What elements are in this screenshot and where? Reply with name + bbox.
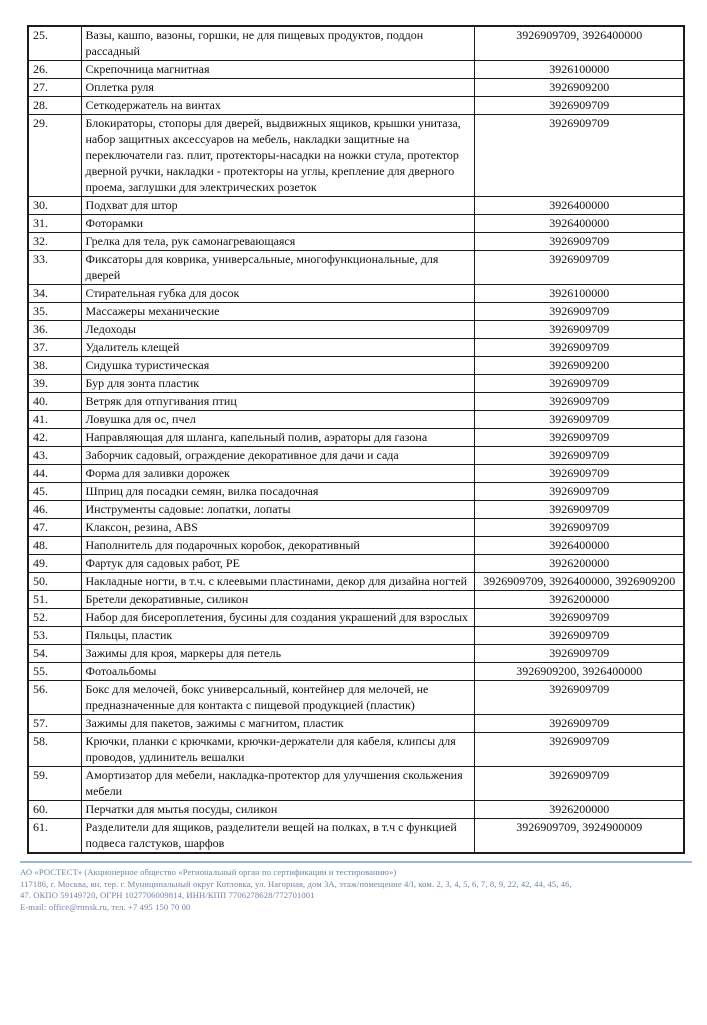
product-description-cell: Фоторамки	[81, 215, 474, 233]
product-description-cell: Перчатки для мытья посуды, силикон	[81, 801, 474, 819]
product-description-cell: Клаксон, резина, ABS	[81, 519, 474, 537]
tnved-codes-cell: 3926909709	[474, 447, 684, 465]
product-description-cell: Набор для бисероплетения, бусины для создания украшений для взрослых	[81, 609, 474, 627]
tnved-codes-cell: 3926200000	[474, 555, 684, 573]
row-number-cell: 28.	[28, 97, 81, 115]
row-number-cell: 33.	[28, 251, 81, 285]
product-description-cell: Зажимы для пакетов, зажимы с магнитом, пластик	[81, 715, 474, 733]
product-description-cell: Наполнитель для подарочных коробок, декоративный	[81, 537, 474, 555]
row-number-cell: 38.	[28, 357, 81, 375]
product-description-cell: Блокираторы, стопоры для дверей, выдвижных ящиков, крышки унитаза, набор защитных аксессуаров на мебель, накладки защитные на переключатели газ. плит, протекторы-насадки на ножки стула, протектор дверной ручки, накладки - протекторы на углы, крепление для дверного проема, заглушки для электрических розеток	[81, 115, 474, 197]
row-number-cell: 30.	[28, 197, 81, 215]
table-row	[28, 26, 684, 61]
table-row	[28, 233, 684, 251]
tnved-codes-cell: 3926909709	[474, 411, 684, 429]
product-description-cell: Подхват для штор	[81, 197, 474, 215]
table-row	[28, 411, 684, 429]
tnved-codes-cell: 3926909200, 3926400000	[474, 663, 684, 681]
tnved-codes-cell: 3926909709	[474, 501, 684, 519]
row-number-cell: 26.	[28, 61, 81, 79]
table-row	[28, 115, 684, 197]
table-row	[28, 501, 684, 519]
row-number-cell: 25.	[28, 26, 81, 61]
product-description-cell: Массажеры механические	[81, 303, 474, 321]
org-address-line: 117186, г. Москва, вн. тер. г. Муниципальный округ Котловка, ул. Нагорная, дом 3А, этаж/помещение 4/I, ком. 2, 3, 4, 5, 6, 7, 8, 9, 22, 42, 44, 45, 46,	[20, 878, 572, 889]
tnved-codes-cell: 3926909709	[474, 645, 684, 663]
tnved-codes-cell: 3926909709	[474, 715, 684, 733]
row-number-cell: 32.	[28, 233, 81, 251]
product-description-cell: Инструменты садовые: лопатки, лопаты	[81, 501, 474, 519]
table-row	[28, 79, 684, 97]
row-number-cell: 39.	[28, 375, 81, 393]
table-row	[28, 663, 684, 681]
product-description-cell: Ледоходы	[81, 321, 474, 339]
row-number-cell: 45.	[28, 483, 81, 501]
product-description-cell: Вазы, кашпо, вазоны, горшки, не для пищевых продуктов, поддон рассадный	[81, 26, 474, 61]
row-number-cell: 47.	[28, 519, 81, 537]
table-row	[28, 303, 684, 321]
tnved-codes-cell: 3926909709	[474, 519, 684, 537]
tnved-codes-cell: 3926200000	[474, 591, 684, 609]
product-description-cell: Ловушка для ос, пчел	[81, 411, 474, 429]
tnved-codes-cell: 3926909709	[474, 465, 684, 483]
row-number-cell: 27.	[28, 79, 81, 97]
table-row	[28, 715, 684, 733]
tnved-codes-cell: 3926909709	[474, 251, 684, 285]
row-number-cell: 41.	[28, 411, 81, 429]
product-description-cell: Зажимы для кроя, маркеры для петель	[81, 645, 474, 663]
table-row	[28, 339, 684, 357]
row-number-cell: 35.	[28, 303, 81, 321]
table-body	[28, 26, 684, 853]
tnved-codes-cell: 3926909709	[474, 429, 684, 447]
tnved-codes-cell: 3926909709	[474, 627, 684, 645]
product-description-cell: Удалитель клещей	[81, 339, 474, 357]
product-description-cell: Форма для заливки дорожек	[81, 465, 474, 483]
tnved-codes-cell: 3926909709, 3924900009	[474, 819, 684, 854]
tnved-codes-cell: 3926200000	[474, 801, 684, 819]
table-row	[28, 215, 684, 233]
tnved-codes-cell: 3926909709	[474, 681, 684, 715]
tnved-codes-cell: 3926909709	[474, 609, 684, 627]
footer-divider	[20, 861, 692, 863]
product-description-cell: Шприц для посадки семян, вилка посадочная	[81, 483, 474, 501]
product-codes-table	[27, 25, 685, 854]
tnved-codes-cell: 3926909709	[474, 483, 684, 501]
row-number-cell: 53.	[28, 627, 81, 645]
row-number-cell: 60.	[28, 801, 81, 819]
table-row	[28, 447, 684, 465]
product-description-cell: Бур для зонта пластик	[81, 375, 474, 393]
table-row	[28, 627, 684, 645]
tnved-codes-cell: 3926909200	[474, 357, 684, 375]
product-description-cell: Разделители для ящиков, разделители вещей на полках, в т.ч с функцией подвеса галстуков, шарфов	[81, 819, 474, 854]
row-number-cell: 42.	[28, 429, 81, 447]
table-row	[28, 519, 684, 537]
row-number-cell: 52.	[28, 609, 81, 627]
table-row	[28, 61, 684, 79]
product-description-cell: Сеткодержатель на винтах	[81, 97, 474, 115]
org-contact-line: E-mail: office@rtmsk.ru, тел. +7 495 150 70 00	[20, 901, 191, 912]
row-number-cell: 59.	[28, 767, 81, 801]
table-row	[28, 681, 684, 715]
table-row	[28, 375, 684, 393]
tnved-codes-cell: 3926400000	[474, 215, 684, 233]
product-description-cell: Крючки, планки с крючками, крючки-держатели для кабеля, клипсы для проводов, удлинитель вешалки	[81, 733, 474, 767]
product-description-cell: Амортизатор для мебели, накладка-протектор для улучшения скольжения мебели	[81, 767, 474, 801]
table-row	[28, 357, 684, 375]
row-number-cell: 44.	[28, 465, 81, 483]
row-number-cell: 48.	[28, 537, 81, 555]
row-number-cell: 49.	[28, 555, 81, 573]
tnved-codes-cell: 3926909709, 3926400000	[474, 26, 684, 61]
row-number-cell: 56.	[28, 681, 81, 715]
table-row	[28, 393, 684, 411]
row-number-cell: 31.	[28, 215, 81, 233]
table-row	[28, 733, 684, 767]
tnved-codes-cell: 3926909709	[474, 233, 684, 251]
row-number-cell: 34.	[28, 285, 81, 303]
product-description-cell: Накладные ногти, в т.ч. с клеевыми пластинами, декор для дизайна ногтей	[81, 573, 474, 591]
row-number-cell: 36.	[28, 321, 81, 339]
org-registration-line: 47. ОКПО 59149720, ОГРН 1027706009814, ИНН/КПП 7706278628/772701001	[20, 890, 315, 901]
footer	[20, 861, 692, 913]
tnved-codes-cell: 3926909709	[474, 321, 684, 339]
table-row	[28, 767, 684, 801]
tnved-codes-cell: 3926909709	[474, 375, 684, 393]
table-row	[28, 537, 684, 555]
row-number-cell: 29.	[28, 115, 81, 197]
row-number-cell: 43.	[28, 447, 81, 465]
product-description-cell: Стирательная губка для досок	[81, 285, 474, 303]
product-description-cell: Бретели декоративные, силикон	[81, 591, 474, 609]
row-number-cell: 46.	[28, 501, 81, 519]
product-description-cell: Заборчик садовый, ограждение декоративное для дачи и сада	[81, 447, 474, 465]
tnved-codes-cell: 3926909709	[474, 115, 684, 197]
table-row	[28, 483, 684, 501]
tnved-codes-cell: 3926909709, 3926400000, 3926909200	[474, 573, 684, 591]
org-name-line: АО «РОСТЕСТ» (Акционерное общество «Региональный орган по сертификации и тестированию»)	[20, 867, 397, 877]
table-row	[28, 609, 684, 627]
product-description-cell: Бокс для мелочей, бокс универсальный, контейнер для мелочей, не предназначенные для контакта с пищевой продукцией (пластик)	[81, 681, 474, 715]
table-row	[28, 465, 684, 483]
product-description-cell: Грелка для тела, рук самонагревающаяся	[81, 233, 474, 251]
table-row	[28, 555, 684, 573]
table-row	[28, 591, 684, 609]
product-description-cell: Фиксаторы для коврика, универсальные, многофункциональные, для дверей	[81, 251, 474, 285]
row-number-cell: 51.	[28, 591, 81, 609]
tnved-codes-cell: 3926400000	[474, 537, 684, 555]
tnved-codes-cell: 3926909200	[474, 79, 684, 97]
tnved-codes-cell: 3926909709	[474, 733, 684, 767]
row-number-cell: 61.	[28, 819, 81, 854]
table-row	[28, 573, 684, 591]
table-row	[28, 429, 684, 447]
table-row	[28, 97, 684, 115]
row-number-cell: 57.	[28, 715, 81, 733]
table-row	[28, 819, 684, 854]
row-number-cell: 55.	[28, 663, 81, 681]
product-description-cell: Ветряк для отпугивания птиц	[81, 393, 474, 411]
table-row	[28, 645, 684, 663]
product-description-cell: Фартук для садовых работ, PE	[81, 555, 474, 573]
table-row	[28, 801, 684, 819]
row-number-cell: 37.	[28, 339, 81, 357]
tnved-codes-cell: 3926100000	[474, 285, 684, 303]
table-row	[28, 251, 684, 285]
tnved-codes-cell: 3926909709	[474, 393, 684, 411]
tnved-codes-cell: 3926909709	[474, 97, 684, 115]
table-row	[28, 321, 684, 339]
product-description-cell: Направляющая для шланга, капельный полив, аэраторы для газона	[81, 429, 474, 447]
table-row	[28, 285, 684, 303]
table-row	[28, 197, 684, 215]
tnved-codes-cell: 3926100000	[474, 61, 684, 79]
row-number-cell: 54.	[28, 645, 81, 663]
product-description-cell: Пяльцы, пластик	[81, 627, 474, 645]
tnved-codes-cell: 3926400000	[474, 197, 684, 215]
row-number-cell: 50.	[28, 573, 81, 591]
product-description-cell: Скрепочница магнитная	[81, 61, 474, 79]
tnved-codes-cell: 3926909709	[474, 303, 684, 321]
row-number-cell: 58.	[28, 733, 81, 767]
row-number-cell: 40.	[28, 393, 81, 411]
tnved-codes-cell: 3926909709	[474, 767, 684, 801]
product-description-cell: Сидушка туристическая	[81, 357, 474, 375]
document-page	[0, 25, 707, 1025]
product-description-cell: Фотоальбомы	[81, 663, 474, 681]
product-description-cell: Оплетка руля	[81, 79, 474, 97]
tnved-codes-cell: 3926909709	[474, 339, 684, 357]
